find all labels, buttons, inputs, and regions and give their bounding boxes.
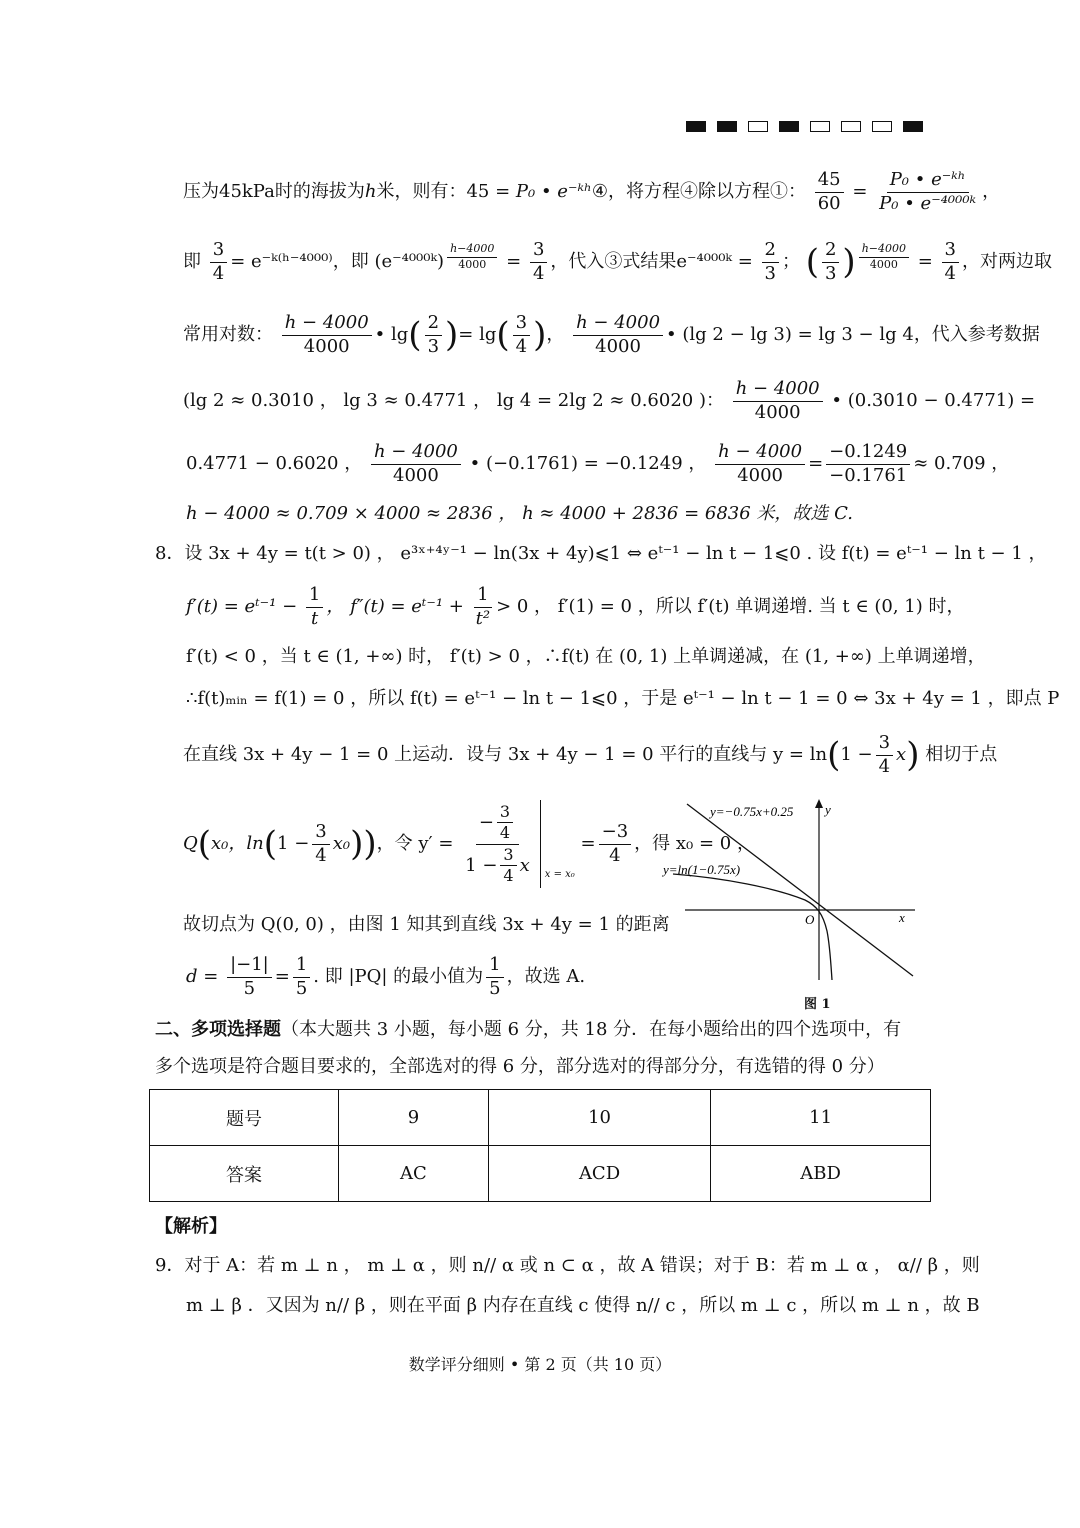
header-marks <box>686 121 923 132</box>
fraction: $\frac{h - 4000}{4000}$ <box>715 442 805 486</box>
table-cell: 10 <box>488 1090 710 1146</box>
question-8-line-4: ∴f(t)ₘᵢₙ = f(1) = 0 ，所以 f(t) = eᵗ⁻¹ − ln t − 1⩽0 ，于是 eᵗ⁻¹ − ln t − 1 = 0 ⇔ 3x + 4y = 1 ，即点 P <box>186 688 1060 709</box>
fraction: $\frac{h - 4000}{4000}$ <box>282 313 372 357</box>
curve-label: y=ln(1−0.75x) <box>663 862 741 877</box>
text: 0.4771 − 0.6020 ， <box>186 453 363 475</box>
text: ，代入参考数据 <box>913 324 1040 346</box>
question-9-line-2: m ⊥ β ．又因为 n// β ，则在平面 β 内存在直线 c 使得 n// c ，所以 m ⊥ c ，所以 m ⊥ n ，故 B <box>186 1295 980 1316</box>
text: (lg 2 ≈ 0.3010 ， lg 3 ≈ 0.4771 ， lg 4 = 2lg 2 ≈ 0.6020 )： <box>183 390 724 412</box>
fraction: $\frac{-3}{4}$ <box>599 822 632 866</box>
question-8-line-1: 8．设 3x + 4y = t(t > 0) ， e³ˣ⁺⁴ʸ⁻¹ − ln(3x + 4y)⩽1 ⇔ eᵗ⁻¹ − ln t − 1⩽0 . 设 f(t) = eᵗ⁻¹ − ln t − 1 ， <box>155 543 1047 564</box>
header-mark <box>810 121 830 132</box>
fraction: $\frac{h - 4000}{4000}$ <box>371 442 461 486</box>
text-line-6: h − 4000 ≈ 0.709 × 4000 ≈ 2836 ， h ≈ 4000 + 2836 = 6836 米，故选 C. <box>186 503 853 524</box>
text: ④，将方程④除以方程①： <box>591 181 806 203</box>
analysis-title: 【解析】 <box>155 1216 227 1237</box>
fraction: $\frac{2}{3}$ <box>822 240 839 284</box>
fraction: $\frac{h - 4000}{4000}$ <box>573 313 663 357</box>
table-cell: ACD <box>488 1146 710 1202</box>
table-cell: 9 <box>339 1090 489 1146</box>
text: = <box>852 181 868 203</box>
table-cell: 题号 <box>150 1090 339 1146</box>
fraction: h−4000 4000 <box>859 243 909 271</box>
text: 压为45kPa时的海拔为 <box>183 181 365 203</box>
section-2-desc-line-2: 多个选项是符合题目要求的，全部选对的得 6 分，部分选对的得部分分，有选错的得 0 分） <box>155 1056 885 1077</box>
section-2-heading <box>155 1015 901 1041</box>
table-row <box>150 1090 931 1146</box>
question-9-line-1: 9．对于 A：若 m ⊥ n ， m ⊥ α ，则 n// α 或 n ⊂ α ，故 A 错误；对于 B：若 m ⊥ α ， α// β ，则 <box>155 1255 980 1276</box>
y-axis-label: y <box>825 802 831 817</box>
fraction: $\frac{3}{4}$ <box>876 733 893 777</box>
text: • (−0.1761) = −0.1249 ， <box>469 453 707 475</box>
question-8-line-8: d = $\frac{|-1|}{5}$ = $\frac{1}{5}$ . 即 |PQ| 的最小值为 $\frac{1}{5}$ ，故选 A. <box>186 954 586 999</box>
fraction: $\frac{|-1|}{5}$ <box>227 955 272 999</box>
fraction: $\frac{2}{3}$ <box>425 313 442 357</box>
section-desc: （本大题共 3 小题，每小题 6 分，共 18 分．在每小题给出的四个选项中，有 <box>281 1019 902 1040</box>
figure-caption: 图 1 <box>804 997 831 1012</box>
text-line-3: 常用对数： $\frac{h - 4000}{4000}$ • lg( $\frac{2}{3}$ )= lg( $\frac{3}{4}$ )， $\frac{h - 4000}{4000}$ • (lg 2 − lg 3) = lg 3 − lg 4，代入参考数据 <box>183 312 1040 357</box>
question-8-line-3: f′(t) < 0 ，当 t ∈ (1, +∞) 时， f′(t) > 0 ，∴f(t) 在 (0, 1) 上单调递减，在 (1, +∞) 上单调递增， <box>186 646 986 667</box>
text: ，对两边取 <box>962 251 1052 273</box>
header-mark <box>903 121 923 132</box>
evaluation-bar <box>540 800 541 888</box>
table-cell: 答案 <box>150 1146 339 1202</box>
fraction: $\frac{3}{4}$ <box>210 240 227 284</box>
table-cell: AC <box>339 1146 489 1202</box>
fraction: $\frac{1}{5}$ <box>486 955 503 999</box>
fraction: $\frac{1}{t}$ <box>306 585 323 629</box>
text: ，即 <box>332 251 369 273</box>
figure-1-graph <box>655 796 925 991</box>
text: 米，则有：45 = <box>376 181 511 203</box>
fraction: $\frac{h - 4000}{4000}$ <box>733 379 823 423</box>
origin-label: O <box>805 912 815 927</box>
table-cell: 11 <box>711 1090 931 1146</box>
fraction: $\frac{45}{60}$ <box>815 170 844 214</box>
header-mark <box>748 121 768 132</box>
question-8-line-2: f′(t) = eᵗ⁻¹ − $\frac{1}{t}$ ， f″(t) = eᵗ⁻¹ + $\frac{1}{\text{t²}}$ > 0 ， f′(1) = 0 ，所以 f′(t) 单调递增. 当 t ∈ (0, 1) 时， <box>186 584 965 629</box>
fraction: $\frac{2}{3}$ <box>762 240 779 284</box>
answer-table <box>149 1089 931 1202</box>
question-8-line-5: 在直线 3x + 4y − 1 = 0 上运动．设与 3x + 4y − 1 = 0 平行的直线与 y = ln(1 − $\frac{3}{4}$ x) 相切于点 <box>183 732 998 777</box>
header-mark <box>779 121 799 132</box>
text: 常用对数： <box>183 324 273 346</box>
text: e⁻⁴⁰⁰⁰ᵏ = <box>676 251 753 273</box>
fraction: $\frac{3}{4}$ <box>312 822 329 866</box>
fraction: $\frac{1}{\text{t²}}$ <box>475 584 491 629</box>
log-curve <box>673 874 832 980</box>
question-8-line-6: Q(x₀，ln(1 − $\frac{3}{4}$ x₀))，令 y′ = − $\frac{3}{4}$ 1 − $\frac{3}{4}$ x $_{x = x_0}$ = $\frac{-3}{4}$ ，得 x₀ = 0 ， <box>183 800 755 888</box>
text: P₀ • e⁻ᵏʰ <box>515 181 592 203</box>
section-title: 二、多项选择题 <box>155 1019 281 1040</box>
text: ≈ 0.709 ， <box>913 453 1010 475</box>
text: 即 <box>183 251 201 273</box>
fraction: h−4000 4000 <box>447 243 497 271</box>
text-line-4 <box>183 379 1035 423</box>
text: • (0.3010 − 0.4771) = <box>831 390 1036 412</box>
text-line-1: 压为45kPa时的海拔为h米，则有：45 = P₀ • e⁻ᵏʰ④，将方程④除以方程①： $\frac{45}{60}$ = $\frac{\text{P₀ • e⁻ᵏʰ}}{\text{P₀ • e⁻⁴⁰⁰⁰ᵏ}}$ ， <box>183 169 1001 214</box>
header-mark <box>841 121 861 132</box>
header-mark <box>686 121 706 132</box>
text: ，代入③式结果 <box>550 251 677 273</box>
question-8-line-7: 故切点为 Q(0, 0) ，由图 1 知其到直线 3x + 4y = 1 的距离 <box>183 914 670 935</box>
fraction: − $\frac{3}{4}$ 1 − $\frac{3}{4}$ x <box>465 801 530 885</box>
y-axis-arrow <box>815 799 823 808</box>
text: (e⁻⁴⁰⁰⁰ᵏ) <box>374 251 445 273</box>
text-line-5: 0.4771 − 0.6020 ， $\frac{h - 4000}{4000}$ • (−0.1761) = −0.1249 ， $\frac{h - 4000}{4000}$ = $\frac{-0.1249}{-0.1761}$ ≈ 0.709 ， <box>186 441 1010 486</box>
fraction: $\frac{3}{4}$ <box>530 240 547 284</box>
line-label: y=−0.75x+0.25 <box>710 804 794 819</box>
text-line-2: 即 $\frac{3}{4}$ = e⁻ᵏ⁽ʰ⁻⁴⁰⁰⁰⁾，即 (e⁻⁴⁰⁰⁰ᵏ) $^{\frac{h-4000}{4000}}$ = $\frac{3}{4}$ ，代入③式结果e⁻⁴⁰⁰⁰ᵏ = $\frac{2}{3}$ ； ( $\frac{2}{3}$ ) $^{\frac{h-4000}{4000}}$ = $\frac{3}{4}$ ，对两边取 <box>183 239 1052 284</box>
table-row <box>150 1146 931 1202</box>
fraction: $\frac{3}{4}$ <box>942 240 959 284</box>
tangent-line <box>687 804 913 976</box>
text: = e⁻ᵏ⁽ʰ⁻⁴⁰⁰⁰⁾ <box>230 251 333 273</box>
text: h <box>364 181 377 203</box>
fraction: $\frac{-0.1249}{-0.1761}$ <box>826 442 910 486</box>
x-axis-label: x <box>899 910 905 925</box>
page-footer: 数学评分细则 • 第 2 页（共 10 页） <box>408 1355 672 1374</box>
header-mark <box>717 121 737 132</box>
table-cell: ABD <box>711 1146 931 1202</box>
fraction: $\frac{\text{P₀ • e⁻ᵏʰ}}{\text{P₀ • e⁻⁴⁰⁰⁰ᵏ}}$ <box>879 169 977 214</box>
header-mark <box>872 121 892 132</box>
fraction: $\frac{3}{4}$ <box>513 313 530 357</box>
fraction: $\frac{1}{5}$ <box>293 955 310 999</box>
